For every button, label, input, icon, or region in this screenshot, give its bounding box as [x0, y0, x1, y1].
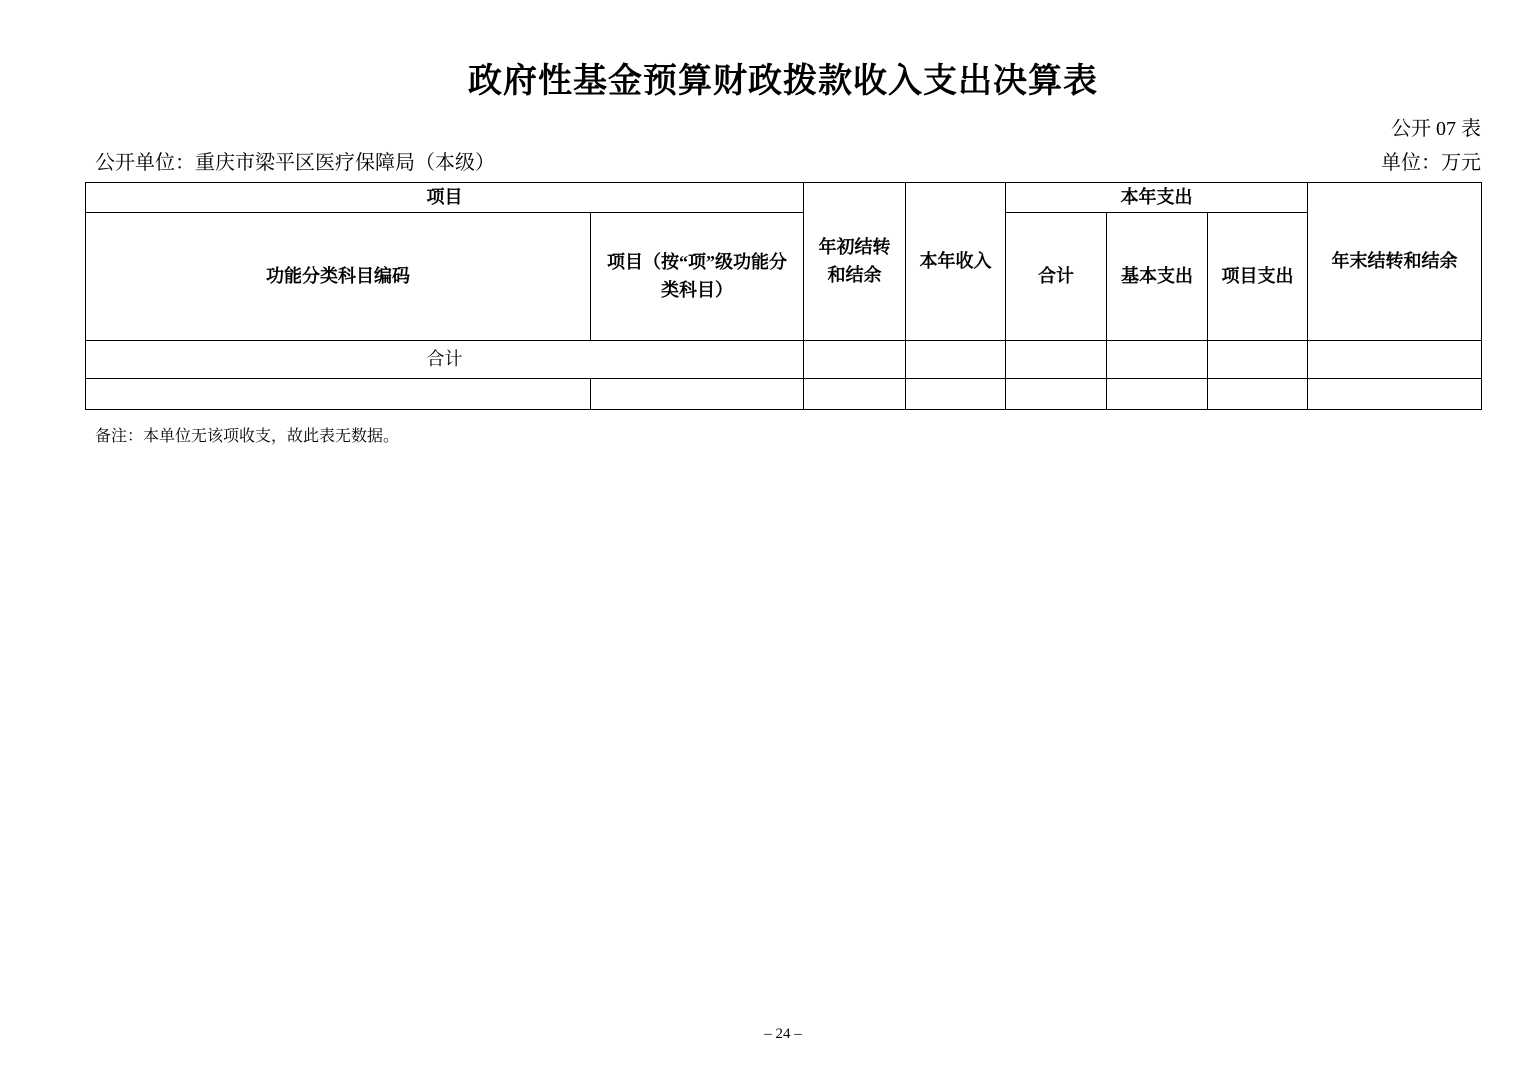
budget-table	[85, 182, 1482, 410]
empty-basic-expense-cell	[1107, 379, 1208, 410]
total-expense-total-cell	[1006, 341, 1107, 379]
unit-of-measure-label: 单位：万元	[1381, 152, 1481, 174]
total-end-balance-cell	[1308, 341, 1482, 379]
header-current-expense-group: 本年支出	[1006, 183, 1308, 213]
header-project-group: 项目	[86, 183, 804, 213]
remark-note: 备注：本单位无该项收支，故此表无数据。	[95, 428, 400, 445]
empty-current-income-cell	[906, 379, 1006, 410]
header-current-income: 本年收入	[906, 183, 1006, 341]
header-basic-expense: 基本支出	[1107, 213, 1208, 341]
page-number: – 24 –	[764, 1026, 802, 1042]
empty-end-balance-cell	[1308, 379, 1482, 410]
table-code-label: 公开 07 表	[1391, 118, 1481, 140]
table-row-empty	[86, 379, 1482, 410]
total-row-label: 合计	[86, 341, 804, 379]
publishing-unit-label: 公开单位：重庆市梁平区医疗保障局（本级）	[95, 152, 495, 174]
header-project-item: 项目（按“项”级功能分类科目）	[591, 213, 804, 341]
table-row-total	[86, 341, 1482, 379]
header-begin-balance: 年初结转和结余	[804, 183, 906, 341]
empty-func-code-cell	[86, 379, 591, 410]
empty-project-expense-cell	[1208, 379, 1308, 410]
total-current-income-cell	[906, 341, 1006, 379]
total-basic-expense-cell	[1107, 341, 1208, 379]
header-func-code: 功能分类科目编码	[86, 213, 591, 341]
empty-expense-total-cell	[1006, 379, 1107, 410]
document-content	[85, 0, 1481, 1074]
header-project-expense: 项目支出	[1208, 213, 1308, 341]
header-expense-total: 合计	[1006, 213, 1107, 341]
page-title: 政府性基金预算财政拨款收入支出决算表	[468, 63, 1098, 100]
meta-row	[85, 150, 1481, 176]
empty-project-item-cell	[591, 379, 804, 410]
empty-begin-balance-cell	[804, 379, 906, 410]
total-begin-balance-cell	[804, 341, 906, 379]
total-project-expense-cell	[1208, 341, 1308, 379]
header-end-balance: 年末结转和结余	[1308, 183, 1482, 341]
